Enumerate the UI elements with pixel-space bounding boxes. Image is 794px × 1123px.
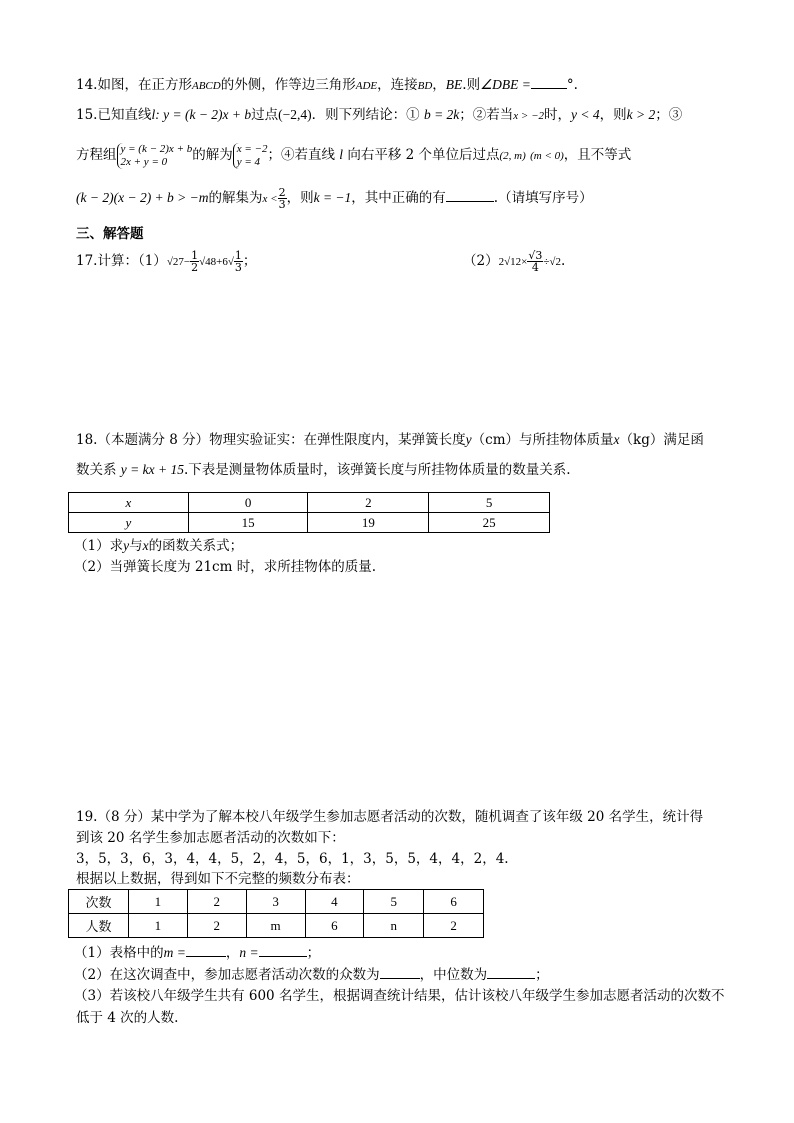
q15-sol-lhs: x < (262, 193, 278, 205)
q19-mode-blank[interactable] (380, 978, 420, 979)
q19-m: m = (163, 945, 186, 960)
q19-m-blank[interactable] (186, 956, 226, 957)
q17-end: ； (242, 253, 257, 269)
q18-line2 (76, 460, 571, 480)
q19-text: ， (225, 945, 240, 961)
q15-solution (233, 143, 268, 169)
q19-sub2 (74, 965, 549, 985)
q15-frac (278, 187, 287, 210)
q15-system (117, 143, 193, 169)
q15-line2 (76, 142, 631, 169)
table-row (69, 513, 550, 533)
q15-line1 (76, 105, 682, 126)
q18-text: 数关系 (76, 462, 117, 478)
table-cell: 4 (305, 890, 364, 914)
q14-be: BE (445, 77, 463, 92)
table-cell: m (246, 914, 305, 938)
q17-expr1-e: +6 (216, 256, 228, 268)
table-cell: 25 (429, 513, 550, 533)
q17-frac1-num: 1 (191, 249, 199, 262)
q19-text: （1）表格中的 (74, 945, 164, 961)
q15-text: ；④若直线 (267, 147, 335, 163)
q14-ade: ADE (355, 80, 378, 92)
q18-func: y = kx + 15 (120, 462, 184, 477)
q17-frac1 (190, 250, 199, 273)
q14-text: ， (432, 77, 446, 93)
q15-answer-blank[interactable] (446, 201, 494, 202)
q15-l: l (339, 147, 344, 162)
q19-text: ； (535, 967, 549, 983)
table-cell: 1 (128, 914, 187, 938)
q15-sol2: y = 4 (236, 155, 261, 168)
q17-label: 17.计算：（1） (76, 253, 167, 269)
q15-frac-den: 3 (278, 198, 286, 211)
q17-label2: （2） (463, 253, 499, 269)
table-cell: 19 (308, 513, 429, 533)
q15-frac-num: 2 (278, 186, 286, 199)
q17-frac3-num: √3 (528, 249, 543, 262)
table-row (69, 890, 484, 914)
q17-expr2-a: 2√12 (498, 256, 522, 268)
q19-line1: 19.（8 分）某中学为了解本校八年级学生参加志愿者活动的次数，随机调查了该年级 20 名学生，统计得 (76, 809, 704, 825)
q15-sys-eq1: y = (k − 2)x + b (120, 142, 193, 155)
q18-y: y (465, 432, 472, 447)
table-cell: 15 (188, 513, 308, 533)
table-cell: x (69, 493, 189, 513)
q17-expr2-d: ÷√2 (543, 256, 561, 268)
table-cell: 1 (128, 890, 187, 914)
q14-answer-blank[interactable] (531, 88, 567, 89)
q15-sol1: x = −2 (236, 142, 268, 155)
q15-c1: b = 2k (423, 107, 460, 122)
q14-abcd: ABCD (191, 80, 221, 92)
q18-x: x (142, 538, 149, 553)
q18-table (68, 492, 550, 533)
q17-line: 17.计算：（1）√27− $\frac{1}{2}$ √48+6√ $\frac{1}{3}$ ； (76, 249, 257, 274)
table-cell: 2 (187, 914, 246, 938)
table-cell: 5 (364, 890, 424, 914)
table-cell: 6 (424, 890, 484, 914)
table-row (69, 914, 484, 938)
table-cell: 0 (188, 493, 308, 513)
q17-expr1-b: − (183, 256, 191, 268)
q14-text: ，连接 (377, 77, 418, 93)
table-cell: 6 (305, 914, 364, 938)
q15-text: ；③ (655, 107, 683, 123)
q14-text: °. (566, 77, 578, 93)
q17-end2: . (560, 253, 566, 269)
q17-frac2-den: 3 (234, 261, 242, 274)
q19-line4: 根据以上数据，得到如下不完整的频数分布表： (76, 871, 360, 887)
q15-cond: (m < 0) (530, 150, 564, 162)
q15-text: ，其中正确的有 (351, 190, 446, 206)
q14-text: 的外侧，作等边三角形 (220, 77, 356, 93)
table-cell: y (69, 513, 189, 533)
table-cell: 5 (429, 493, 550, 513)
table-cell: n (364, 914, 424, 938)
q18-sub2: （2）当弹簧长度为 21cm 时，求所挂物体的质量. (74, 559, 377, 575)
q14-bd: BD (417, 80, 433, 92)
q17-expr1-d: √48 (199, 256, 217, 268)
q14-text: .则 (462, 77, 481, 93)
q18-y: y (123, 538, 130, 553)
q17-expr1-a: √27 (166, 256, 184, 268)
q18-text: 的函数关系式； (148, 538, 244, 554)
q19-n: n = (239, 945, 259, 960)
q17-frac1-den: 2 (191, 261, 199, 274)
q19-sub3-line1: （3）若该校八年级学生共有 600 名学生，根据调查统计结果，估计该校八年级学生参加志愿者活动的次数不 (74, 988, 725, 1004)
q18-text: （kg）满足函 (619, 432, 704, 448)
q18-text: （cm）与所挂物体质量 (471, 432, 614, 448)
q19-text: ，中位数为 (419, 967, 488, 983)
q17-expr2-b: × (521, 256, 528, 268)
q15-text: 方程组 (76, 147, 117, 163)
table-cell: 3 (246, 890, 305, 914)
q18-sub1 (74, 536, 243, 556)
q15-text: 的解集为 (208, 190, 263, 206)
q15-text: 的解为 (192, 147, 233, 163)
q18-text: 与 (129, 538, 143, 554)
q18-text: （1）求 (74, 538, 124, 554)
q18-x: x (613, 432, 620, 447)
q15-line3 (76, 186, 593, 211)
q18-text: 18.（本题满分 8 分）物理实验证实：在弹性限度内，某弹簧长度 (76, 432, 466, 448)
q15-text: 向右平移 2 个单位后过点 (347, 147, 500, 163)
q19-median-blank[interactable] (487, 978, 535, 979)
q15-text: ；②若当 (459, 107, 514, 123)
q17-frac2-num: 1 (234, 249, 242, 262)
q15-pt2: (2, m) (499, 150, 526, 162)
q19-text: ； (306, 945, 321, 961)
table-cell: 2 (424, 914, 484, 938)
q19-sub1 (74, 943, 320, 963)
q19-table (68, 889, 484, 938)
q17-frac3 (527, 250, 543, 273)
q15-text: 时， (544, 107, 572, 123)
q19-n-blank[interactable] (259, 956, 307, 957)
q19-sub3-line2: 低于 4 次的人数. (76, 1010, 179, 1026)
q15-text: ．则下列结论：① (311, 107, 424, 123)
q15-c2b: y < 4 (571, 107, 600, 122)
q17-frac2 (234, 250, 243, 273)
q18-text: .下表是测量物体质量时，该弹簧长度与所挂物体质量的数量关系. (184, 462, 571, 478)
q19-line2: 到该 20 名学生参加志愿者活动的次数如下： (76, 830, 345, 846)
section-title: 三、解答题 (76, 226, 144, 242)
q15-text: ，则 (286, 190, 314, 206)
q15-c2c: k > 2 (626, 107, 656, 122)
q15-c2a: x > −2 (513, 110, 545, 122)
table-cell: 2 (308, 493, 429, 513)
table-row (69, 493, 550, 513)
table-cell: 人数 (69, 914, 129, 938)
q18-line1 (76, 430, 704, 450)
q14-angle: ∠DBE = (480, 77, 531, 92)
q15-text: 过点 (251, 107, 279, 123)
q15-text: ，则 (599, 107, 627, 123)
q15-line-expr: l: y = (k − 2)x + b (151, 107, 252, 122)
q14-text: 14.如图，在正方形 (76, 77, 192, 93)
table-cell: 次数 (69, 890, 129, 914)
q15-sys-eq2: 2x + y = 0 (120, 155, 168, 168)
q14-line (76, 75, 578, 96)
q15-text: ，且不等式 (563, 147, 632, 163)
q17-part2 (463, 248, 565, 275)
q19-text: （2）在这次调查中，参加志愿者活动次数的众数为 (74, 967, 380, 983)
q15-kval: k = −1 (313, 190, 352, 205)
q15-text: .（请填写序号） (493, 190, 593, 206)
q17-frac3-den: 4 (531, 261, 539, 274)
q15-ineq: (k − 2)(x − 2) + b > −m (76, 190, 209, 205)
table-cell: 2 (187, 890, 246, 914)
q15-point: (−2,4) (278, 107, 312, 122)
q19-line3: 3，5，3，6，3，4，4，5，2，4，5，6，1，3，5，5，4，4，2，4. (76, 851, 509, 867)
q15-text: 15.已知直线 (76, 107, 152, 123)
